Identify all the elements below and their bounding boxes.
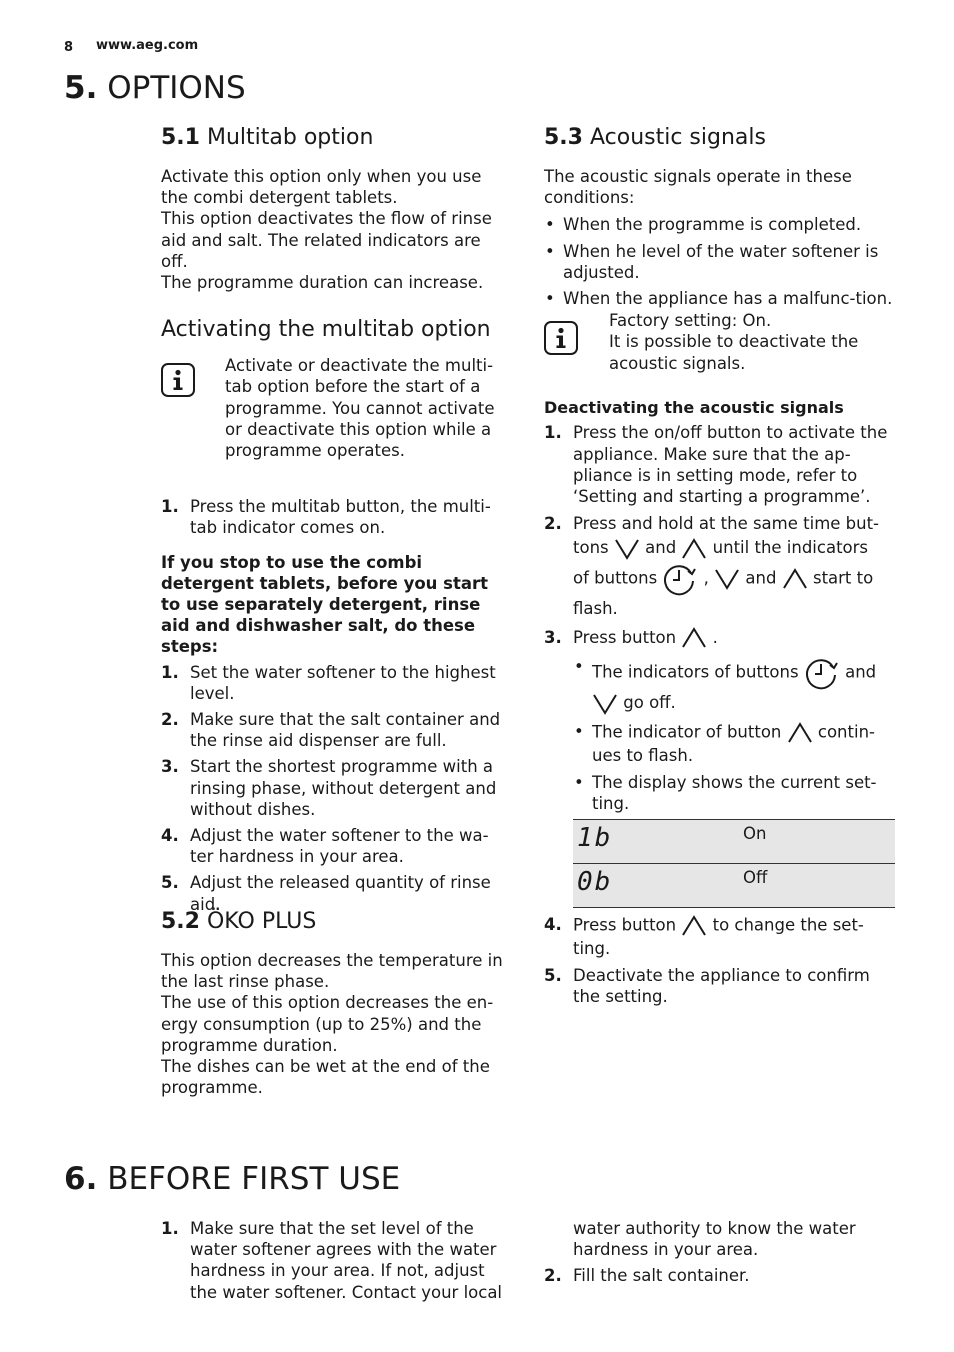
step-text: to change the set-ting. xyxy=(573,915,864,959)
section-title: Acoustic signals xyxy=(589,125,766,150)
bullet-text: contin-ues to flash. xyxy=(592,722,875,765)
first-use-steps-cont xyxy=(544,1265,896,1286)
step-text: Press button xyxy=(573,627,677,647)
list-item xyxy=(161,756,511,820)
step-number: 4. xyxy=(544,915,562,935)
paragraph: This option decreases the temperature in the last rinse phase. xyxy=(161,951,503,992)
page-number: 8 xyxy=(64,40,74,55)
list-item: • When the programme is completed. xyxy=(544,214,896,235)
step-number: 5. xyxy=(544,966,562,986)
left-column xyxy=(161,124,511,920)
step-number: 1. xyxy=(161,662,179,682)
step-text: Set the water softener to the highest level. xyxy=(190,662,496,703)
step-text: Press the multitab button, the multi-tab indicator comes on. xyxy=(190,497,491,538)
table-cell: On xyxy=(742,820,895,864)
list-item xyxy=(544,1265,896,1286)
step-number: 3. xyxy=(544,627,562,647)
list-item xyxy=(544,512,896,621)
bullet-text: and xyxy=(845,662,877,682)
info-note xyxy=(161,358,511,496)
step-number: 4. xyxy=(161,826,179,846)
step-text: and xyxy=(645,538,677,558)
chevron-up-icon xyxy=(782,567,808,591)
step-text: Press the on/off button to activate the appliance. Make sure that the ap-pliance is in setting mode, refer to ‘Setting and starting a programme’. xyxy=(573,423,888,507)
step-number: 5. xyxy=(161,873,179,893)
list-item xyxy=(161,709,511,751)
paragraph: This option deactivates the flow of rinse aid and salt. The related indicators are off. xyxy=(161,209,492,271)
table-cell: Off xyxy=(742,864,895,908)
paragraph: The acoustic signals operate in these conditions: xyxy=(544,167,852,208)
list-item xyxy=(544,965,896,1007)
step-text: of buttons xyxy=(573,568,658,588)
table-row xyxy=(573,820,895,864)
list-item xyxy=(573,721,896,767)
display-reading: 0b xyxy=(577,867,613,898)
step-text: Press button xyxy=(573,915,677,935)
section-5-3-heading xyxy=(544,124,896,152)
chevron-up-icon xyxy=(681,914,707,938)
right-column xyxy=(544,124,896,1013)
info-text: It is possible to deactivate the acoustic signals. xyxy=(609,332,859,373)
step-text: Start the shortest programme with a rinsing phase, without detergent and without dishes. xyxy=(190,757,497,819)
chevron-up-icon xyxy=(787,721,813,745)
table-cell xyxy=(573,820,742,864)
paragraph: The use of this option decreases the en-ergy consumption (up to 25%) and the programme duration. xyxy=(161,993,494,1055)
list-item xyxy=(544,422,896,507)
list-item xyxy=(161,496,511,538)
chapter-title: BEFORE FIRST USE xyxy=(107,1161,401,1197)
step-text: Make sure that the set level of the water softener agrees with the water hardness in your area. If not, adjust the water softener. Contact your local xyxy=(190,1219,503,1302)
paragraph: The dishes can be wet at the end of the programme. xyxy=(161,1057,490,1098)
step-number: 1. xyxy=(161,497,179,517)
display-reading: 1b xyxy=(577,823,613,854)
chapter-number: 5. xyxy=(64,70,98,106)
step-text: Press and hold at the same time but-tons xyxy=(573,514,880,558)
info-icon xyxy=(544,321,578,355)
first-use-steps xyxy=(161,1218,513,1303)
chapter-title: OPTIONS xyxy=(107,70,246,106)
table-cell xyxy=(573,864,742,908)
step-number: 3. xyxy=(161,757,179,777)
section-5-2 xyxy=(161,908,511,1098)
step-number: 1. xyxy=(544,423,562,443)
delay-timer-icon xyxy=(662,561,698,597)
info-text: Activate or deactivate the multi-tab option before the start of a programme. You cannot activate or deactivate this option while a programme operates. xyxy=(225,356,495,461)
list-item xyxy=(544,626,896,651)
section-number: 5.1 xyxy=(161,125,200,150)
section-5-1-heading xyxy=(161,124,511,152)
list-item xyxy=(161,825,511,867)
chapter-number: 6. xyxy=(64,1161,98,1197)
list-item xyxy=(161,1218,513,1303)
subsection-heading: Activating the multitab option xyxy=(161,317,491,343)
chevron-up-icon xyxy=(681,537,707,561)
step-text: Deactivate the appliance to confirm the setting. xyxy=(573,966,870,1007)
delay-timer-icon xyxy=(804,655,840,691)
activation-steps xyxy=(161,496,511,538)
list-item: • When the appliance has a malfunc-tion. xyxy=(544,288,896,309)
step-continuation: water authority to know the water hardness in your area. xyxy=(573,1219,856,1260)
deactivate-heading: Deactivating the acoustic signals xyxy=(544,398,844,418)
paragraph: Activate this option only when you use the combi detergent tablets. xyxy=(161,167,482,208)
info-text: Factory setting: On. xyxy=(609,311,772,331)
chevron-down-icon xyxy=(592,692,618,716)
chapter-6-heading xyxy=(64,1161,400,1197)
chevron-down-icon xyxy=(714,567,740,591)
list-item xyxy=(573,655,896,716)
display-table xyxy=(573,819,895,908)
step-text: and xyxy=(745,568,777,588)
deactivate-steps xyxy=(544,422,896,650)
info-icon xyxy=(161,363,195,397)
chapter-6-right xyxy=(544,1218,896,1292)
step-number: 1. xyxy=(161,1219,179,1238)
info-note xyxy=(544,311,896,397)
step-text: Make sure that the salt container and the rinse aid dispenser are full. xyxy=(190,710,501,751)
step-text: Adjust the released quantity of rinse aid. xyxy=(190,873,491,914)
combi-steps xyxy=(161,662,511,915)
step-text: start to flash. xyxy=(573,568,874,618)
chevron-down-icon xyxy=(614,537,640,561)
header-url: www.aeg.com xyxy=(96,38,199,53)
chapter-5-heading xyxy=(64,70,246,106)
list-item xyxy=(544,914,896,960)
section-number: 5.3 xyxy=(544,125,583,150)
bullet-text: go off. xyxy=(623,693,676,713)
step-number: 2. xyxy=(544,1266,562,1286)
paragraph: The programme duration can increase. xyxy=(161,273,484,293)
step-number: 2. xyxy=(161,710,179,730)
list-item: • When he level of the water softener is adjusted. xyxy=(544,241,896,283)
section-title: Multitab option xyxy=(206,125,374,150)
result-bullets xyxy=(573,655,896,814)
step-text: until the indicators xyxy=(712,538,869,558)
bullet-text: The indicator of button xyxy=(592,722,782,742)
chapter-6-left xyxy=(161,1218,513,1308)
section-title: ÖKO PLUS xyxy=(206,909,317,934)
table-row xyxy=(573,864,895,908)
chevron-up-icon xyxy=(681,626,707,650)
section-number: 5.2 xyxy=(161,909,200,934)
step-text: , xyxy=(703,568,709,588)
step-text: . xyxy=(712,627,718,647)
step-number: 2. xyxy=(544,514,562,534)
list-item: • The display shows the current set-ting. xyxy=(573,772,896,814)
list-item xyxy=(161,662,511,704)
conditions-list xyxy=(544,214,896,309)
step-text: Fill the salt container. xyxy=(573,1266,750,1286)
bullet-text: The indicators of buttons xyxy=(592,662,799,682)
section-5-2-heading xyxy=(161,908,511,936)
step-text: Adjust the water softener to the wa-ter hardness in your area. xyxy=(190,826,489,867)
deactivate-steps-cont xyxy=(544,914,896,1007)
warning-text: If you stop to use the combi detergent tablets, before you start to use separately detergent, rinse aid and dishwasher salt, do these steps: xyxy=(161,552,489,657)
